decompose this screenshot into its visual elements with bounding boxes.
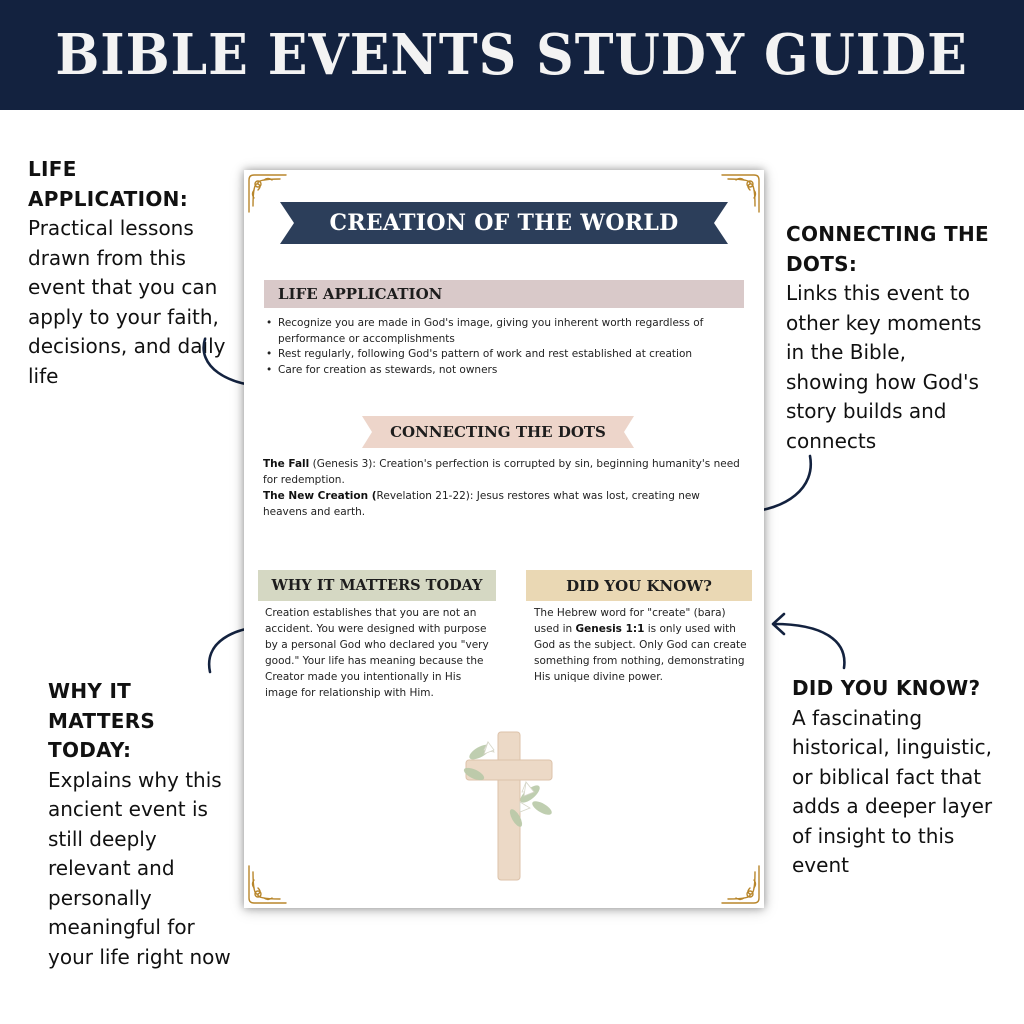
callout-heading: TODAY:: [48, 738, 132, 762]
connection-ref: (Genesis 3):: [309, 458, 380, 470]
callout-heading: LIFE APPLICATION:: [28, 157, 189, 211]
callout-line: Practical lessons: [28, 216, 194, 240]
callout-line: connects: [786, 428, 877, 453]
section-label: CONNECTING THE DOTS: [390, 423, 606, 441]
callout-line: Explains why this: [48, 767, 222, 792]
callout-line: life: [28, 363, 59, 388]
callout-line: apply to your faith,: [28, 304, 219, 329]
callout-line: meaningful for: [48, 915, 195, 939]
scripture-reference: Genesis 1:1: [575, 623, 645, 635]
section-label: LIFE APPLICATION: [278, 285, 443, 303]
list-item: • Care for creation as stewards, not owners: [264, 363, 734, 379]
gold-filigree-corner-icon: [246, 864, 288, 906]
callout-line: or biblical fact that: [792, 764, 982, 789]
callout-heading: WHY IT MATTERS: [48, 679, 156, 733]
callout-line: drawn from this: [28, 245, 186, 270]
callout-line: your life right now: [48, 944, 231, 969]
sheet-title: CREATION OF THE WORLD: [329, 210, 679, 236]
callout-line: decisions, and daily: [28, 334, 226, 358]
connection-text: Creation's perfection is corrupted by sin, beginning humanity's need for redemption.: [263, 458, 740, 486]
callout-line: showing how God's: [786, 369, 979, 394]
gold-filigree-corner-icon: [720, 864, 762, 906]
life-application-bar: [264, 280, 744, 308]
callout-line: in the Bible,: [786, 340, 906, 364]
page-title: BIBLE EVENTS STUDY GUIDE: [55, 22, 969, 88]
why-it-matters-bar: [258, 570, 496, 601]
callout-line: story builds and: [786, 399, 947, 423]
callout-did-you-know: [792, 674, 1017, 881]
connecting-dots-text: [263, 456, 743, 520]
callout-heading: CONNECTING THE: [786, 222, 989, 246]
callout-connecting-the-dots: [786, 220, 1006, 456]
study-guide-sheet: [244, 170, 764, 908]
callout-line: event: [792, 853, 849, 877]
connection-text: Jesus restores what was lost, creating new heavens and earth.: [263, 490, 700, 518]
callout-line: event that you can: [28, 275, 218, 299]
callout-line: historical, linguistic,: [792, 735, 992, 759]
callout-line: ancient event is: [48, 797, 208, 821]
callout-line: still deeply: [48, 826, 157, 851]
callout-heading: DOTS:: [786, 251, 858, 276]
connecting-dots-ribbon: [362, 416, 634, 448]
callout-heading: DID YOU KNOW?: [792, 676, 981, 700]
list-item: • Rest regularly, following God's pattern of work and rest established at creation: [264, 347, 734, 363]
callout-line: adds a deeper layer: [792, 794, 993, 818]
curved-arrow-icon: [762, 606, 852, 672]
fact-text: The Hebrew word for "create" (bara) used in: [534, 607, 726, 635]
life-application-list: [264, 316, 734, 378]
callout-why-it-matters: [48, 677, 243, 972]
why-it-matters-text: Creation establishes that you are not an accident. You were designed with purpose by a personal God who declared you "very good." Your life has meaning because the Creator made you intentionally in His image for relationship with Him.: [265, 607, 489, 699]
header-banner: [0, 0, 1024, 110]
did-you-know-text: [534, 605, 754, 685]
callout-line: of insight to this: [792, 823, 955, 848]
cross-with-lilies-icon: [460, 722, 560, 882]
did-you-know-bar: [526, 570, 752, 601]
list-item: • Recognize you are made in God's image, giving you inherent worth regardless of performance or accomplishments: [264, 316, 734, 347]
connection-term: The Fall: [263, 458, 310, 470]
connection-ref: Revelation 21-22):: [376, 490, 477, 502]
sheet-title-ribbon: [280, 202, 728, 244]
callout-line: relevant and: [48, 856, 175, 880]
section-label: WHY IT MATTERS TODAY: [271, 577, 483, 594]
fact-text: is only used with God as the subject. Only God can create something from nothing, demonstrating His unique divine power.: [534, 623, 747, 683]
callout-line: Links this event to: [786, 281, 970, 305]
connection-term: The New Creation (: [263, 490, 377, 502]
connection-entry: [263, 488, 743, 520]
callout-line: other key moments: [786, 310, 982, 335]
callout-line: personally: [48, 885, 152, 910]
section-label: DID YOU KNOW?: [566, 576, 712, 595]
connection-entry: [263, 456, 743, 488]
callout-line: A fascinating: [792, 705, 923, 730]
